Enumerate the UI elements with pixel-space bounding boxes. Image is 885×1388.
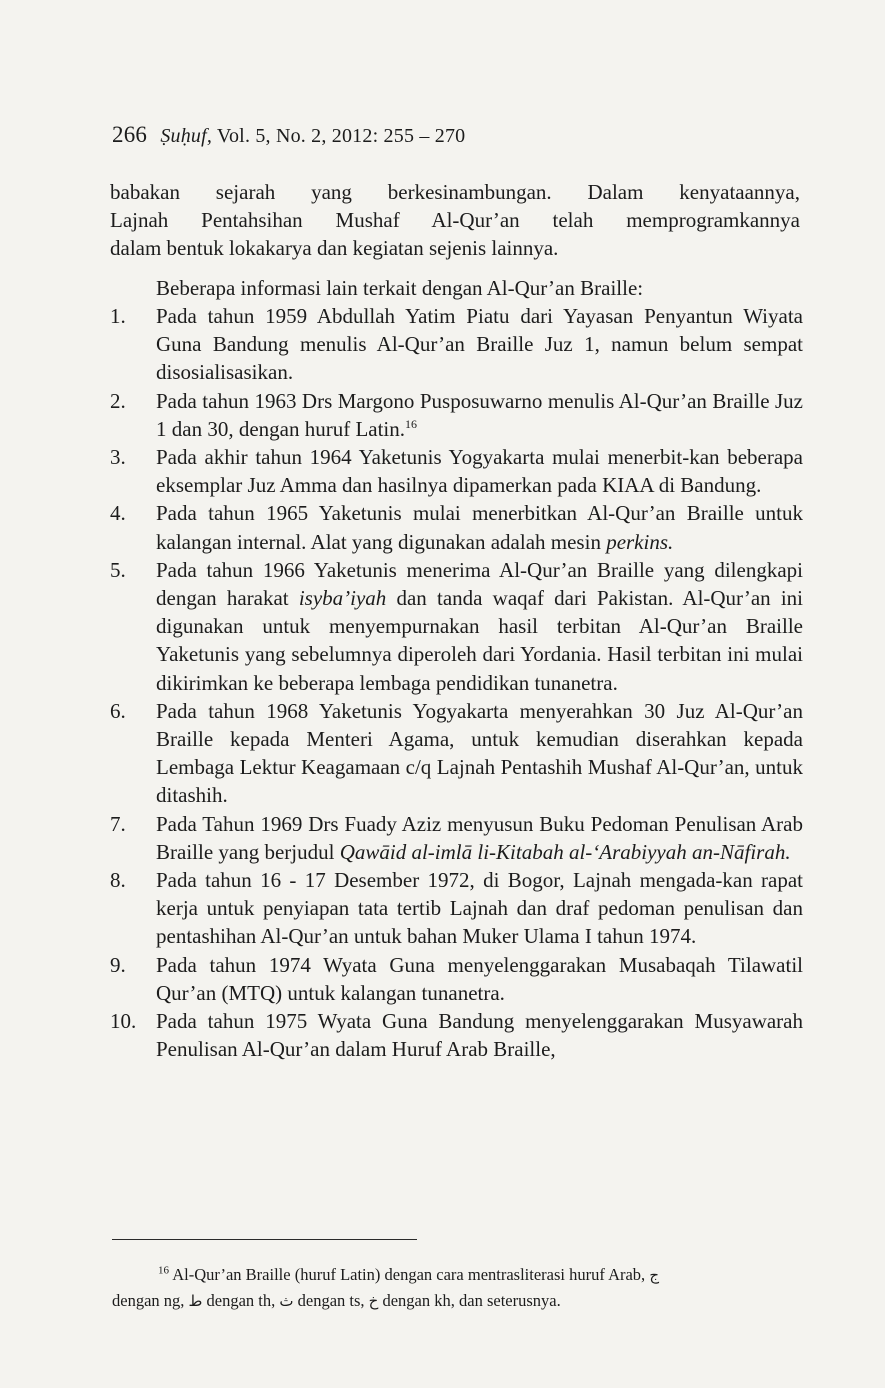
list-number: 7. <box>110 811 126 836</box>
list-item <box>110 810 803 866</box>
footnote <box>112 1262 800 1314</box>
list-item <box>110 697 803 810</box>
list-text: Pada tahun 1959 Abdullah Yatim Piatu dari Yayasan Penyantun Wiyata Guna Bandung menulis Al-Qur’an Braille Juz 1, namun belum sempat disosialisasikan. <box>156 304 803 385</box>
footnote-line: dengan ng, ط dengan th, ث dengan ts, خ dengan kh, dan seterusnya. <box>112 1291 561 1310</box>
list-text: Pada Tahun 1969 Drs Fuady Aziz menyusun Buku Pedoman Penulisan Arab Braille yang berjudul Qawāid al-imlā li-Kitabah al-‘Arabiyyah an-Nāfirah. <box>156 811 803 864</box>
list-item <box>110 499 803 555</box>
list-item <box>110 1007 803 1063</box>
list-text: Pada tahun 1975 Wyata Guna Bandung menyelenggarakan Musyawarah Penulisan Al-Qur’an dalam Huruf Arab Braille, <box>156 1009 803 1062</box>
paragraph-line: Lajnah Pentahsihan Mushaf Al-Qur’an telah memprogramkannya <box>110 208 800 232</box>
arabic-letter: خ <box>368 1292 379 1310</box>
paragraph-line: babakan sejarah yang berkesinambungan. Dalam kenyataannya, <box>110 180 800 204</box>
list-text: Pada tahun 16 - 17 Desember 1972, di Bogor, Lajnah mengada-kan rapat kerja untuk penyiapan tata tertib Lajnah dan draf pedoman penulisan dan pentashihan Al-Qur’an untuk bahan Muker Ulama I tahun 1974. <box>156 868 803 949</box>
list-intro: Beberapa informasi lain terkait dengan Al-Qur’an Braille: <box>156 276 644 300</box>
list-text: Pada tahun 1968 Yaketunis Yogyakarta menyerahkan 30 Juz Al-Qur’an Braille kepada Menteri Agama, untuk kemudian diserahkan kepada Lembaga Lektur Keagamaan c/q Lajnah Pentashih Mushaf Al-Qur’an, untuk ditashih. <box>156 698 803 808</box>
footnote-ref[interactable]: 16 <box>405 416 418 431</box>
list-item <box>110 443 803 499</box>
arabic-letter: ج <box>649 1266 659 1284</box>
list-item <box>110 951 803 1007</box>
list-number: 10. <box>110 1009 137 1034</box>
list-number: 9. <box>110 952 126 977</box>
page-number: 266 <box>112 122 148 147</box>
footnote-divider <box>112 1239 417 1240</box>
list-number: 2. <box>110 388 126 413</box>
list-item <box>110 302 803 387</box>
list-text: Pada akhir tahun 1964 Yaketunis Yogyakarta mulai menerbit-kan beberapa eksemplar Juz Amma dan hasilnya dipamerkan pada KIAA di Bandung. <box>156 445 803 498</box>
arabic-letter: ث <box>279 1292 294 1310</box>
list-item <box>110 556 803 697</box>
journal-title: Ṣuḥuf, <box>160 125 213 147</box>
list-number: 6. <box>110 698 126 723</box>
paragraph-continuation <box>110 178 800 262</box>
list-text: Pada tahun 1963 Drs Margono Pusposuwarno menulis Al-Qur’an Braille Juz 1 dan 30, dengan huruf Latin.$^{16}$ <box>156 388 803 441</box>
citation: Vol. 5, No. 2, 2012: 255 – 270 <box>216 125 466 147</box>
list-number: 8. <box>110 868 126 893</box>
paragraph-line: dalam bentuk lokakarya dan kegiatan sejenis lainnya. <box>110 236 559 260</box>
list-number: 3. <box>110 445 126 470</box>
list-text: Pada tahun 1965 Yaketunis mulai menerbitkan Al-Qur’an Braille untuk kalangan internal. Alat yang digunakan adalah mesin perkins. <box>156 501 803 554</box>
footnote-line: $^{16}$ Al-Qur’an Braille (huruf Latin) dengan cara mentrasliterasi huruf Arab, ج <box>158 1264 659 1284</box>
list-text: Pada tahun 1966 Yaketunis menerima Al-Qur’an Braille yang dilengkapi dengan harakat isyba’iyah dan tanda waqaf dari Pakistan. Al-Qur’an ini digunakan untuk menyempurnakan hasil terbitan Al-Qur’an Braille Yaketunis yang sebelumnya diperoleh dari Yordania. Hasil terbitan ini mulai dikirimkan ke beberapa lembaga pendidikan tunanetra. <box>156 557 804 695</box>
list-item <box>110 387 803 443</box>
running-header <box>112 122 465 148</box>
footnote-number: 16 <box>158 1264 169 1277</box>
list-number: 1. <box>110 304 126 328</box>
list-number: 5. <box>110 557 126 582</box>
list-item <box>110 866 803 951</box>
arabic-letter: ط <box>188 1292 203 1310</box>
list-number: 4. <box>110 501 126 526</box>
list-text: Pada tahun 1974 Wyata Guna menyelenggarakan Musabaqah Tilawatil Qur’an (MTQ) untuk kalangan tunanetra. <box>156 952 803 1005</box>
braille-history-list <box>110 302 803 1063</box>
